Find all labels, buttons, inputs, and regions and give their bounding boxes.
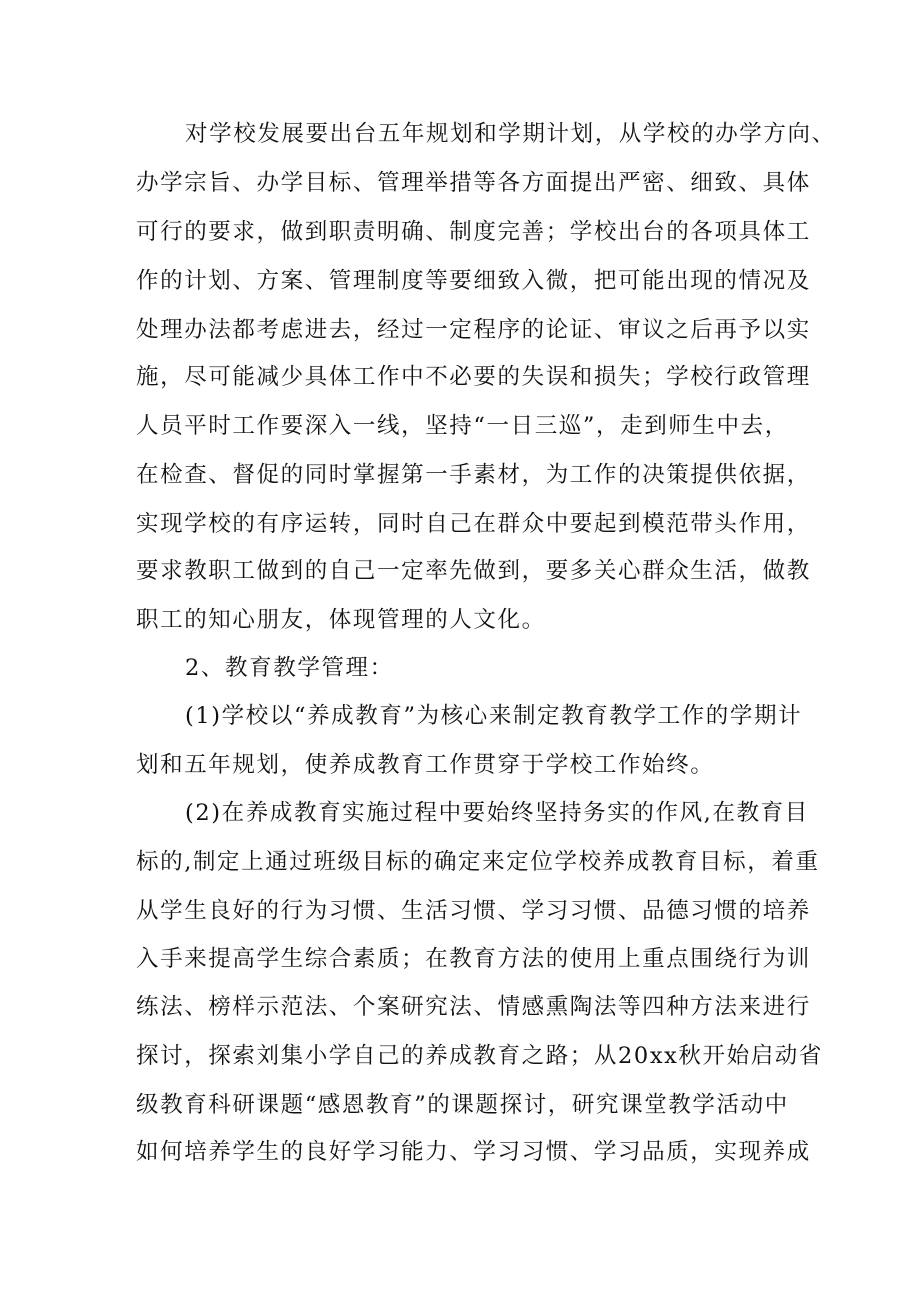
text-line: 标的,制定上通过班级目标的确定来定位学校养成教育目标，着重 <box>136 849 820 875</box>
text-line: 对学校发展要出台五年规划和学期计划，从学校的办学方向、 <box>185 121 836 147</box>
text-line: 如何培养学生的良好学习能力、学习习惯、学习品质，实现养成 <box>136 1139 811 1165</box>
text-line: 要求教职工做到的自己一定率先做到，要多关心群众生活，做教 <box>136 558 811 584</box>
text-line: (2)在养成教育实施过程中要始终坚持务实的作风,在教育目 <box>185 800 809 826</box>
text-line: 级教育科研课题“感恩教育”的课题探讨，研究课堂教学活动中 <box>136 1092 789 1118</box>
text-line: 办学宗旨、办学目标、管理举措等各方面提出严密、细致、具体 <box>136 170 811 196</box>
text-line: 人员平时工作要深入一线，坚持“一日三巡”，走到师生中去， <box>136 413 789 439</box>
text-line: 实现学校的有序运转，同时自己在群众中要起到模范带头作用， <box>136 511 811 537</box>
text-line: 施，尽可能减少具体工作中不必要的失误和损失；学校行政管理 <box>136 364 811 390</box>
text-line: (1)学校以“养成教育”为核心来制定教育教学工作的学期计 <box>185 703 803 729</box>
text-line: 职工的知心朋友，体现管理的人文化。 <box>136 607 546 633</box>
text-line: 练法、榜样示范法、个案研究法、情感熏陶法等四种方法来进行 <box>136 994 811 1020</box>
section-heading: 2、教育教学管理： <box>185 655 394 681</box>
text-line: 探讨，探索刘集小学自己的养成教育之路；从20xx秋开始启动省 <box>136 1043 824 1069</box>
text-line: 从学生良好的行为习惯、生活习惯、学习习惯、品德习惯的培养 <box>136 898 811 924</box>
text-line: 划和五年规划，使养成教育工作贯穿于学校工作始终。 <box>136 752 715 778</box>
text-line: 入手来提高学生综合素质；在教育方法的使用上重点围绕行为训 <box>136 946 811 972</box>
text-line: 在检查、督促的同时掌握第一手素材，为工作的决策提供依据， <box>136 462 811 488</box>
text-line: 作的计划、方案、管理制度等要细致入微，把可能出现的情况及 <box>136 268 811 294</box>
text-line: 可行的要求，做到职责明确、制度完善；学校出台的各项具体工 <box>136 219 811 245</box>
text-line: 处理办法都考虑进去，经过一定程序的论证、审议之后再予以实 <box>136 317 811 343</box>
